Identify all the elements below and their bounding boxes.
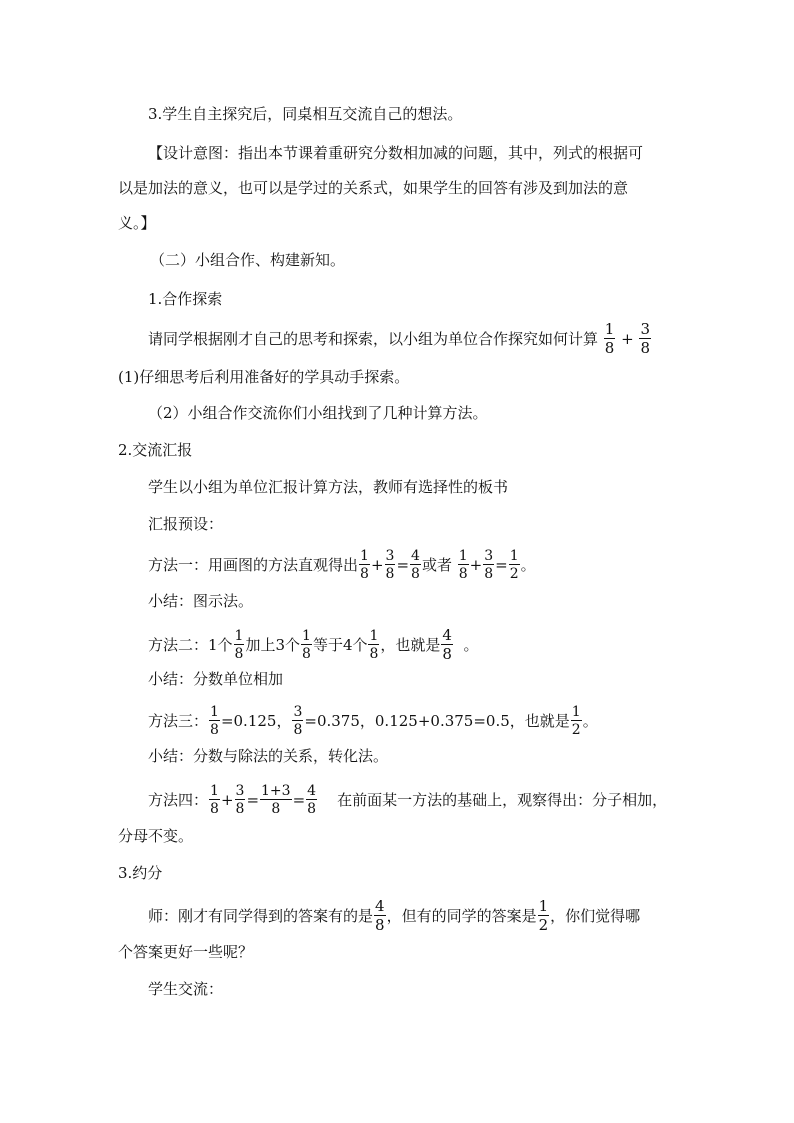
fraction: $\frac{1}{8}$ (210, 704, 219, 738)
fraction-one-eighth: $\frac{1}{8}$ (604, 320, 615, 357)
method-4-text: 在前面某一方法的基础上，观察得出：分子相加， (337, 791, 668, 809)
fraction: $\frac{4}{8}$ (307, 783, 317, 817)
method-3-text: =0.125， (220, 712, 292, 730)
teacher-question-line-2: 个答案更好一些呢？ (118, 943, 254, 961)
fraction: $\frac{1}{8}$ (234, 628, 244, 662)
plus-sign: + (370, 556, 384, 574)
method-4-line-2: 分母不变。 (118, 827, 194, 845)
summary-3: 小结：分数与除法的关系，转化法。 (148, 747, 389, 765)
fraction: $\frac{1}{8}$ (369, 628, 379, 662)
method-3-text: 方法三： (148, 712, 209, 730)
fraction: $\frac{1+3}{8}$ (261, 783, 291, 817)
fraction: $\frac{1}{2}$ (571, 704, 581, 738)
subsection-report: 2.交流汇报 (118, 441, 193, 459)
or-text: 或者 (421, 556, 452, 574)
fraction: $\frac{1}{8}$ (302, 628, 311, 662)
method-2-text: ，也就是 (380, 636, 441, 654)
report-instruction: 学生以小组为单位汇报计算方法，教师有选择性的板书 (148, 478, 509, 496)
step-3-line: 3.学生自主探究后，同桌相互交流自己的想法。 (148, 105, 463, 123)
fraction: $\frac{1}{8}$ (458, 548, 468, 582)
section-heading: （二）小组合作、构建新知。 (150, 251, 346, 269)
method-2-line (148, 626, 479, 663)
method-4-line (148, 785, 667, 817)
method-2-text: 等于4个 (312, 636, 368, 654)
subsection-cooperative-explore: 1.合作探索 (148, 290, 223, 308)
method-1-text: 方法一：用画图的方法直观得出 (148, 556, 359, 574)
plus-sign: + (220, 791, 234, 809)
teacher-question-text: ，但有的同学的答案是 (386, 907, 537, 925)
period: 。 (582, 712, 598, 730)
equals-sign: = (396, 556, 410, 574)
teacher-question-text: ，你们觉得哪 (550, 907, 641, 925)
fraction: $\frac{3}{8}$ (235, 783, 245, 817)
fraction: $\frac{4}{8}$ (442, 626, 452, 663)
fraction: $\frac{3}{8}$ (293, 704, 303, 738)
explore-item-1: (1)仔细思考后利用准备好的学具动手探索。 (118, 368, 410, 386)
design-intent-line-1: 【设计意图：指出本节课着重研究分数相加减的问题，其中，列式的根据可 (148, 144, 644, 162)
fraction: $\frac{4}{8}$ (375, 897, 385, 934)
teacher-question-text: 师：刚才有同学得到的答案有的是 (148, 907, 374, 925)
report-preset-label: 汇报预设： (148, 515, 224, 533)
design-intent-line-2: 以是加法的意义，也可以是学过的关系式，如果学生的回答有涉及到加法的意 (118, 179, 629, 197)
plus-sign: + (469, 556, 483, 574)
design-intent-line-3: 义。】 (118, 214, 156, 232)
fraction: $\frac{1}{2}$ (509, 548, 519, 582)
plus-sign: + (621, 330, 634, 348)
fraction: $\frac{4}{8}$ (411, 548, 420, 582)
fraction: $\frac{3}{8}$ (385, 548, 395, 582)
teacher-question-line (148, 897, 641, 934)
explore-instruction-text: 请同学根据刚才自己的思考和探索，以小组为单位合作探究如何计算 (148, 330, 599, 348)
method-2-text: 方法二：1个 (148, 636, 233, 654)
fraction: $\frac{1}{8}$ (210, 783, 219, 817)
method-2-text: 加上3个 (245, 636, 301, 654)
equals-sign: = (292, 791, 306, 809)
explore-instruction-line (148, 320, 652, 357)
fraction: $\frac{1}{8}$ (360, 548, 369, 582)
summary-1: 小结：图示法。 (148, 592, 254, 610)
fraction-three-eighths: $\frac{3}{8}$ (640, 320, 651, 357)
method-4-text: 方法四： (148, 791, 209, 809)
summary-2: 小结：分数单位相加 (148, 670, 284, 688)
equals-sign: = (246, 791, 260, 809)
period: 。 (520, 556, 536, 574)
period: 。 (463, 636, 479, 654)
explore-item-2: （2）小组合作交流你们小组找到了几种计算方法。 (148, 404, 488, 422)
fraction: $\frac{1}{2}$ (538, 897, 549, 934)
method-3-line (148, 706, 598, 738)
fraction: $\frac{3}{8}$ (484, 548, 494, 582)
equals-sign: = (495, 556, 508, 574)
student-discussion: 学生交流： (148, 980, 224, 998)
method-3-text: =0.375，0.125+0.375=0.5，也就是 (304, 712, 570, 730)
subsection-reduce: 3.约分 (118, 864, 163, 882)
method-1-line (148, 550, 536, 582)
